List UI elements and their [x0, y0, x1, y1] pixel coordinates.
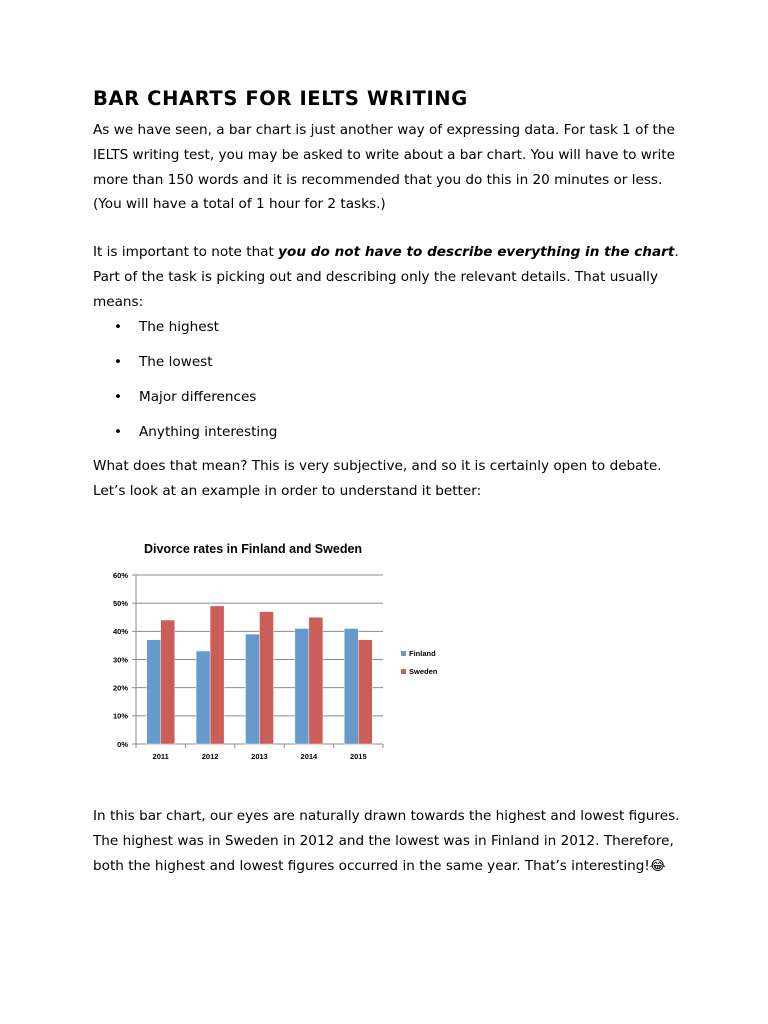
- bullet-icon: •: [114, 353, 123, 370]
- y-tick-label: 0%: [117, 739, 128, 749]
- x-tick-label: 2013: [251, 751, 268, 761]
- note-paragraph: [93, 240, 693, 314]
- bar-finland-2014: [295, 628, 309, 743]
- list-item: [93, 315, 693, 340]
- bullet-icon: •: [114, 318, 123, 335]
- x-tick-label: 2011: [152, 751, 169, 761]
- x-tick-label: 2012: [201, 751, 219, 761]
- bar-sweden-2013: [260, 612, 274, 744]
- example-paragraph: What does that mean? This is very subjective, and so it is certainly open to debate. Let’s look at an example in order to understand it better:: [93, 458, 662, 500]
- note-text-before: It is important to note that: [93, 244, 279, 261]
- x-tick-label: 2015: [349, 751, 367, 761]
- bar-finland-2013: [246, 634, 260, 744]
- bar-sweden-2015: [358, 640, 372, 744]
- bullet-icon: •: [114, 388, 123, 405]
- note-text-after: . Part of the task is picking out and describing only the relevant details. That usually means:: [93, 244, 679, 310]
- list-item: [93, 350, 693, 375]
- note-emphasis: you do not have to describe everything in the chart: [278, 244, 675, 261]
- bar-sweden-2012: [210, 606, 224, 744]
- document-page: [93, 86, 693, 878]
- chart-svg: [93, 530, 473, 770]
- intro-paragraph: As we have seen, a bar chart is just another way of expressing data. For task 1 of the IELTS writing test, you may be asked to write about a bar chart. You will have to write more than 150 words and it is recommended that you do this in 20 minutes or less. (You will have a total of 1 hour for 2 tasks.): [93, 122, 675, 213]
- bullet-list: [93, 315, 693, 445]
- bar-finland-2015: [344, 628, 358, 743]
- bullet-icon: •: [114, 423, 123, 440]
- list-item-text: Anything interesting: [139, 423, 278, 440]
- list-item: [93, 420, 693, 445]
- legend-label-sweden: Sweden: [409, 666, 438, 676]
- y-tick-label: 30%: [112, 655, 128, 665]
- list-item-text: The lowest: [139, 353, 213, 370]
- y-tick-label: 10%: [112, 711, 128, 721]
- x-tick-label: 2014: [300, 751, 318, 761]
- page-title: BAR CHARTS FOR IELTS WRITING: [93, 87, 468, 110]
- list-item-text: Major differences: [139, 388, 257, 405]
- divorce-rate-chart: [93, 530, 473, 770]
- list-item-text: The highest: [139, 318, 220, 335]
- y-tick-label: 40%: [112, 627, 128, 637]
- y-tick-label: 60%: [112, 570, 128, 580]
- bar-sweden-2014: [309, 617, 323, 744]
- legend-label-finland: Finland: [409, 648, 436, 658]
- bar-sweden-2011: [161, 620, 175, 744]
- legend-swatch-sweden: [401, 669, 406, 674]
- y-tick-label: 20%: [112, 683, 128, 693]
- bar-finland-2011: [147, 640, 161, 744]
- chart-title: Divorce rates in Finland and Sweden: [143, 541, 363, 556]
- y-tick-label: 50%: [112, 598, 128, 608]
- legend-swatch-finland: [401, 651, 406, 656]
- list-item: [93, 385, 693, 410]
- bar-finland-2012: [196, 651, 210, 744]
- analysis-paragraph: In this bar chart, our eyes are naturally drawn towards the highest and lowest figures. The highest was in Sweden in 2012 and the lowest was in Finland in 2012. Therefore, both the highest and lowest figures occurred in the same year. That’s interesting!😂: [93, 807, 680, 874]
